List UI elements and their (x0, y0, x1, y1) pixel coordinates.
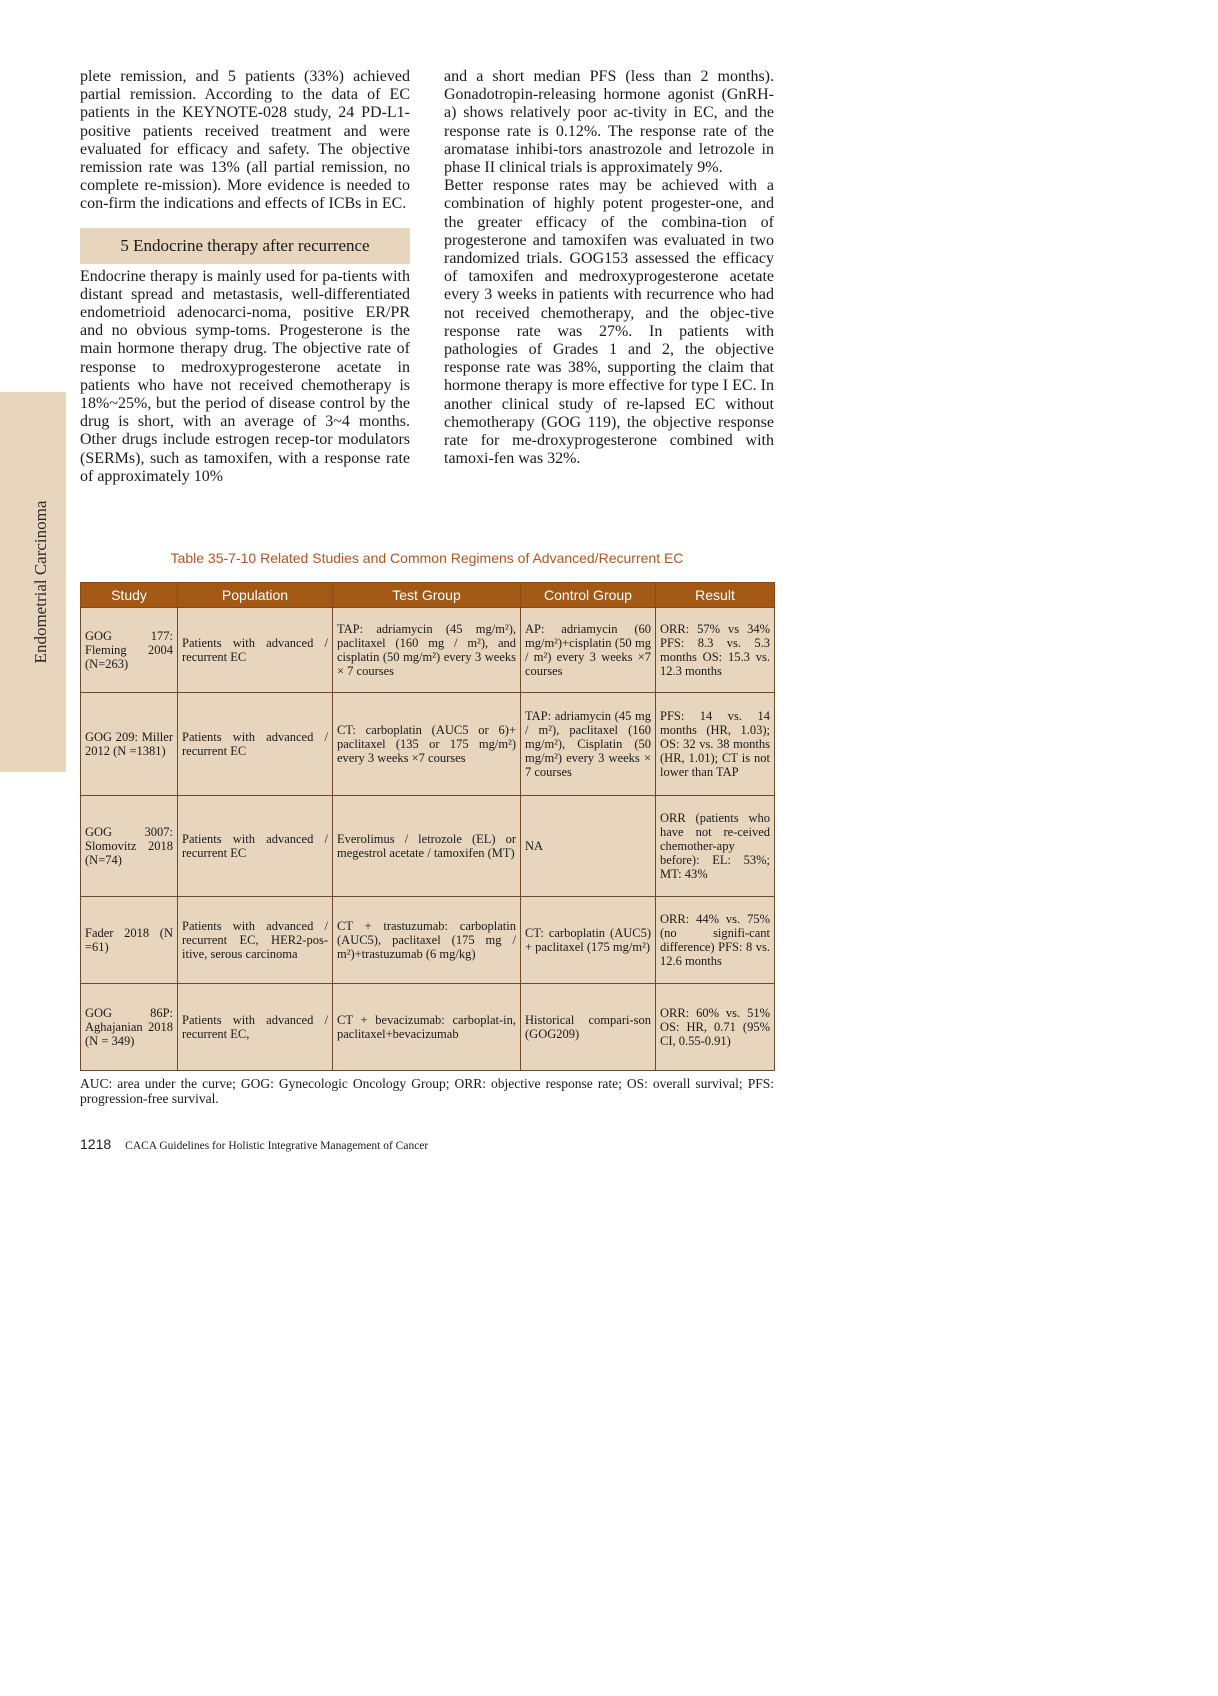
cell-result: PFS: 14 vs. 14 months (HR, 1.03); OS: 32 vs. 38 months (HR, 1.01); CT is not lower than TAP (656, 693, 775, 796)
right-column (444, 68, 774, 468)
cell-test-group: Everolimus / letrozole (EL) or megestrol acetate / tamoxifen (MT) (333, 796, 521, 897)
cell-control-group: AP: adriamycin (60 mg/m²)+cisplatin (50 mg / m²) every 3 weeks ×7 courses (521, 608, 656, 693)
header-control-group: Control Group (521, 583, 656, 608)
cell-result: ORR (patients who have not re-ceived chemother-apy before): EL: 53%; MT: 43% (656, 796, 775, 897)
cell-study: Fader 2018 (N =61) (81, 897, 178, 984)
cell-result: ORR: 44% vs. 75% (no signifi-cant difference) PFS: 8 vs. 12.6 months (656, 897, 775, 984)
table-footnote: AUC: area under the curve; GOG: Gynecologic Oncology Group; ORR: objective response rate; OS: overall survival; PFS: progression-free survival. (80, 1076, 774, 1106)
table-row (81, 897, 775, 984)
cell-population: Patients with advanced / recurrent EC (178, 796, 333, 897)
cell-population: Patients with advanced / recurrent EC, HER2-pos-itive, serous carcinoma (178, 897, 333, 984)
cell-population: Patients with advanced / recurrent EC (178, 608, 333, 693)
left-paragraph-2: Endocrine therapy is mainly used for pa-tients with distant spread and metastasis, well-differentiated endometrioid adenocarci-noma, positive ER/PR and no obvious symp-toms. Progesterone is the main hormone therapy drug. The objective rate of response to medroxyprogesterone acetate in patients who have not received chemotherapy is 18%~25%, but the period of disease control by the drug is short, with an average of 3~4 months. Other drugs include estrogen recep-tor modulators (SERMs), such as tamoxifen, with a response rate of approximately 10% (80, 267, 410, 485)
section-heading: 5 Endocrine therapy after recurrence (80, 228, 410, 264)
table-header-row (81, 583, 775, 608)
cell-study: GOG 86P: Aghajanian 2018 (N = 349) (81, 984, 178, 1071)
page-footer (80, 1136, 428, 1152)
cell-study: GOG 209: Miller 2012 (N =1381) (81, 693, 178, 796)
table-row (81, 984, 775, 1071)
table-caption: Table 35-7-10 Related Studies and Common Regimens of Advanced/Recurrent EC (170, 550, 684, 566)
cell-result: ORR: 57% vs 34% PFS: 8.3 vs. 5.3 months OS: 15.3 vs. 12.3 months (656, 608, 775, 693)
header-test-group: Test Group (333, 583, 521, 608)
cell-control-group: Historical compari-son (GOG209) (521, 984, 656, 1071)
right-paragraph-1: and a short median PFS (less than 2 months). Gonadotropin-releasing hormone agonist (GnRH-a) shows relatively poor ac-tivity in EC, and the response rate is 0.12%. The response rate of the aromatase inhibi-tors anastrozole and letrozole in phase II clinical trials is approximately 9%. (444, 68, 774, 177)
page-number: 1218 (80, 1136, 112, 1152)
side-tab-label: Endometrial Carcinoma (31, 500, 50, 664)
header-study: Study (81, 583, 178, 608)
right-paragraph-2: Better response rates may be achieved with a combination of highly potent progester-one, and the greater efficacy of the combina-tion of progesterone and tamoxifen was evaluated in two randomized trials. GOG153 assessed the efficacy of tamoxifen and medroxyprogesterone acetate every 3 weeks in patients with recurrence who had not received chemotherapy, and the objec-tive response rate was 27%. In patients with pathologies of Grades 1 and 2, the objective response rate was 38%, supporting the claim that hormone therapy is more effective for type I EC. In another clinical study of re-lapsed EC without chemotherapy (GOG 119), the objective response rate for me-droxyprogesterone combined with tamoxi-fen was 32%. (444, 177, 774, 468)
cell-study: GOG 177: Fleming 2004 (N=263) (81, 608, 178, 693)
cell-result: ORR: 60% vs. 51% OS: HR, 0.71 (95% CI, 0.55-0.91) (656, 984, 775, 1071)
cell-control-group: NA (521, 796, 656, 897)
table-row (81, 693, 775, 796)
cell-population: Patients with advanced / recurrent EC (178, 693, 333, 796)
cell-test-group: CT + bevacizumab: carboplat-in, paclitaxel+bevacizumab (333, 984, 521, 1071)
cell-study: GOG 3007: Slomovitz 2018 (N=74) (81, 796, 178, 897)
running-title: CACA Guidelines for Holistic Integrative Management of Cancer (125, 1140, 429, 1152)
cell-control-group: CT: carboplatin (AUC5) + paclitaxel (175 mg/m²) (521, 897, 656, 984)
header-result: Result (656, 583, 775, 608)
cell-control-group: TAP: adriamycin (45 mg / m²), paclitaxel (160 mg/m²), Cisplatin (50 mg/m²) every 3 weeks × 7 courses (521, 693, 656, 796)
table-row (81, 796, 775, 897)
cell-test-group: TAP: adriamycin (45 mg/m²), paclitaxel (160 mg / m²), and cisplatin (50 mg/m²) every 3 weeks × 7 courses (333, 608, 521, 693)
table-row (81, 608, 775, 693)
header-population: Population (178, 583, 333, 608)
left-column (80, 68, 410, 486)
left-paragraph-1: plete remission, and 5 patients (33%) achieved partial remission. According to the data of EC patients in the KEYNOTE-028 study, 24 PD-L1-positive patients received treatment and were evaluated for efficacy and safety. The objective remission rate was 13% (all partial remission, no complete re-mission). More evidence is needed to con-firm the indications and effects of ICBs in EC. (80, 68, 410, 213)
studies-table (80, 582, 775, 1071)
cell-test-group: CT: carboplatin (AUC5 or 6)+ paclitaxel (135 or 175 mg/m²) every 3 weeks ×7 courses (333, 693, 521, 796)
cell-population: Patients with advanced / recurrent EC, (178, 984, 333, 1071)
cell-test-group: CT + trastuzumab: carboplatin (AUC5), paclitaxel (175 mg / m²)+trastuzumab (6 mg/kg) (333, 897, 521, 984)
